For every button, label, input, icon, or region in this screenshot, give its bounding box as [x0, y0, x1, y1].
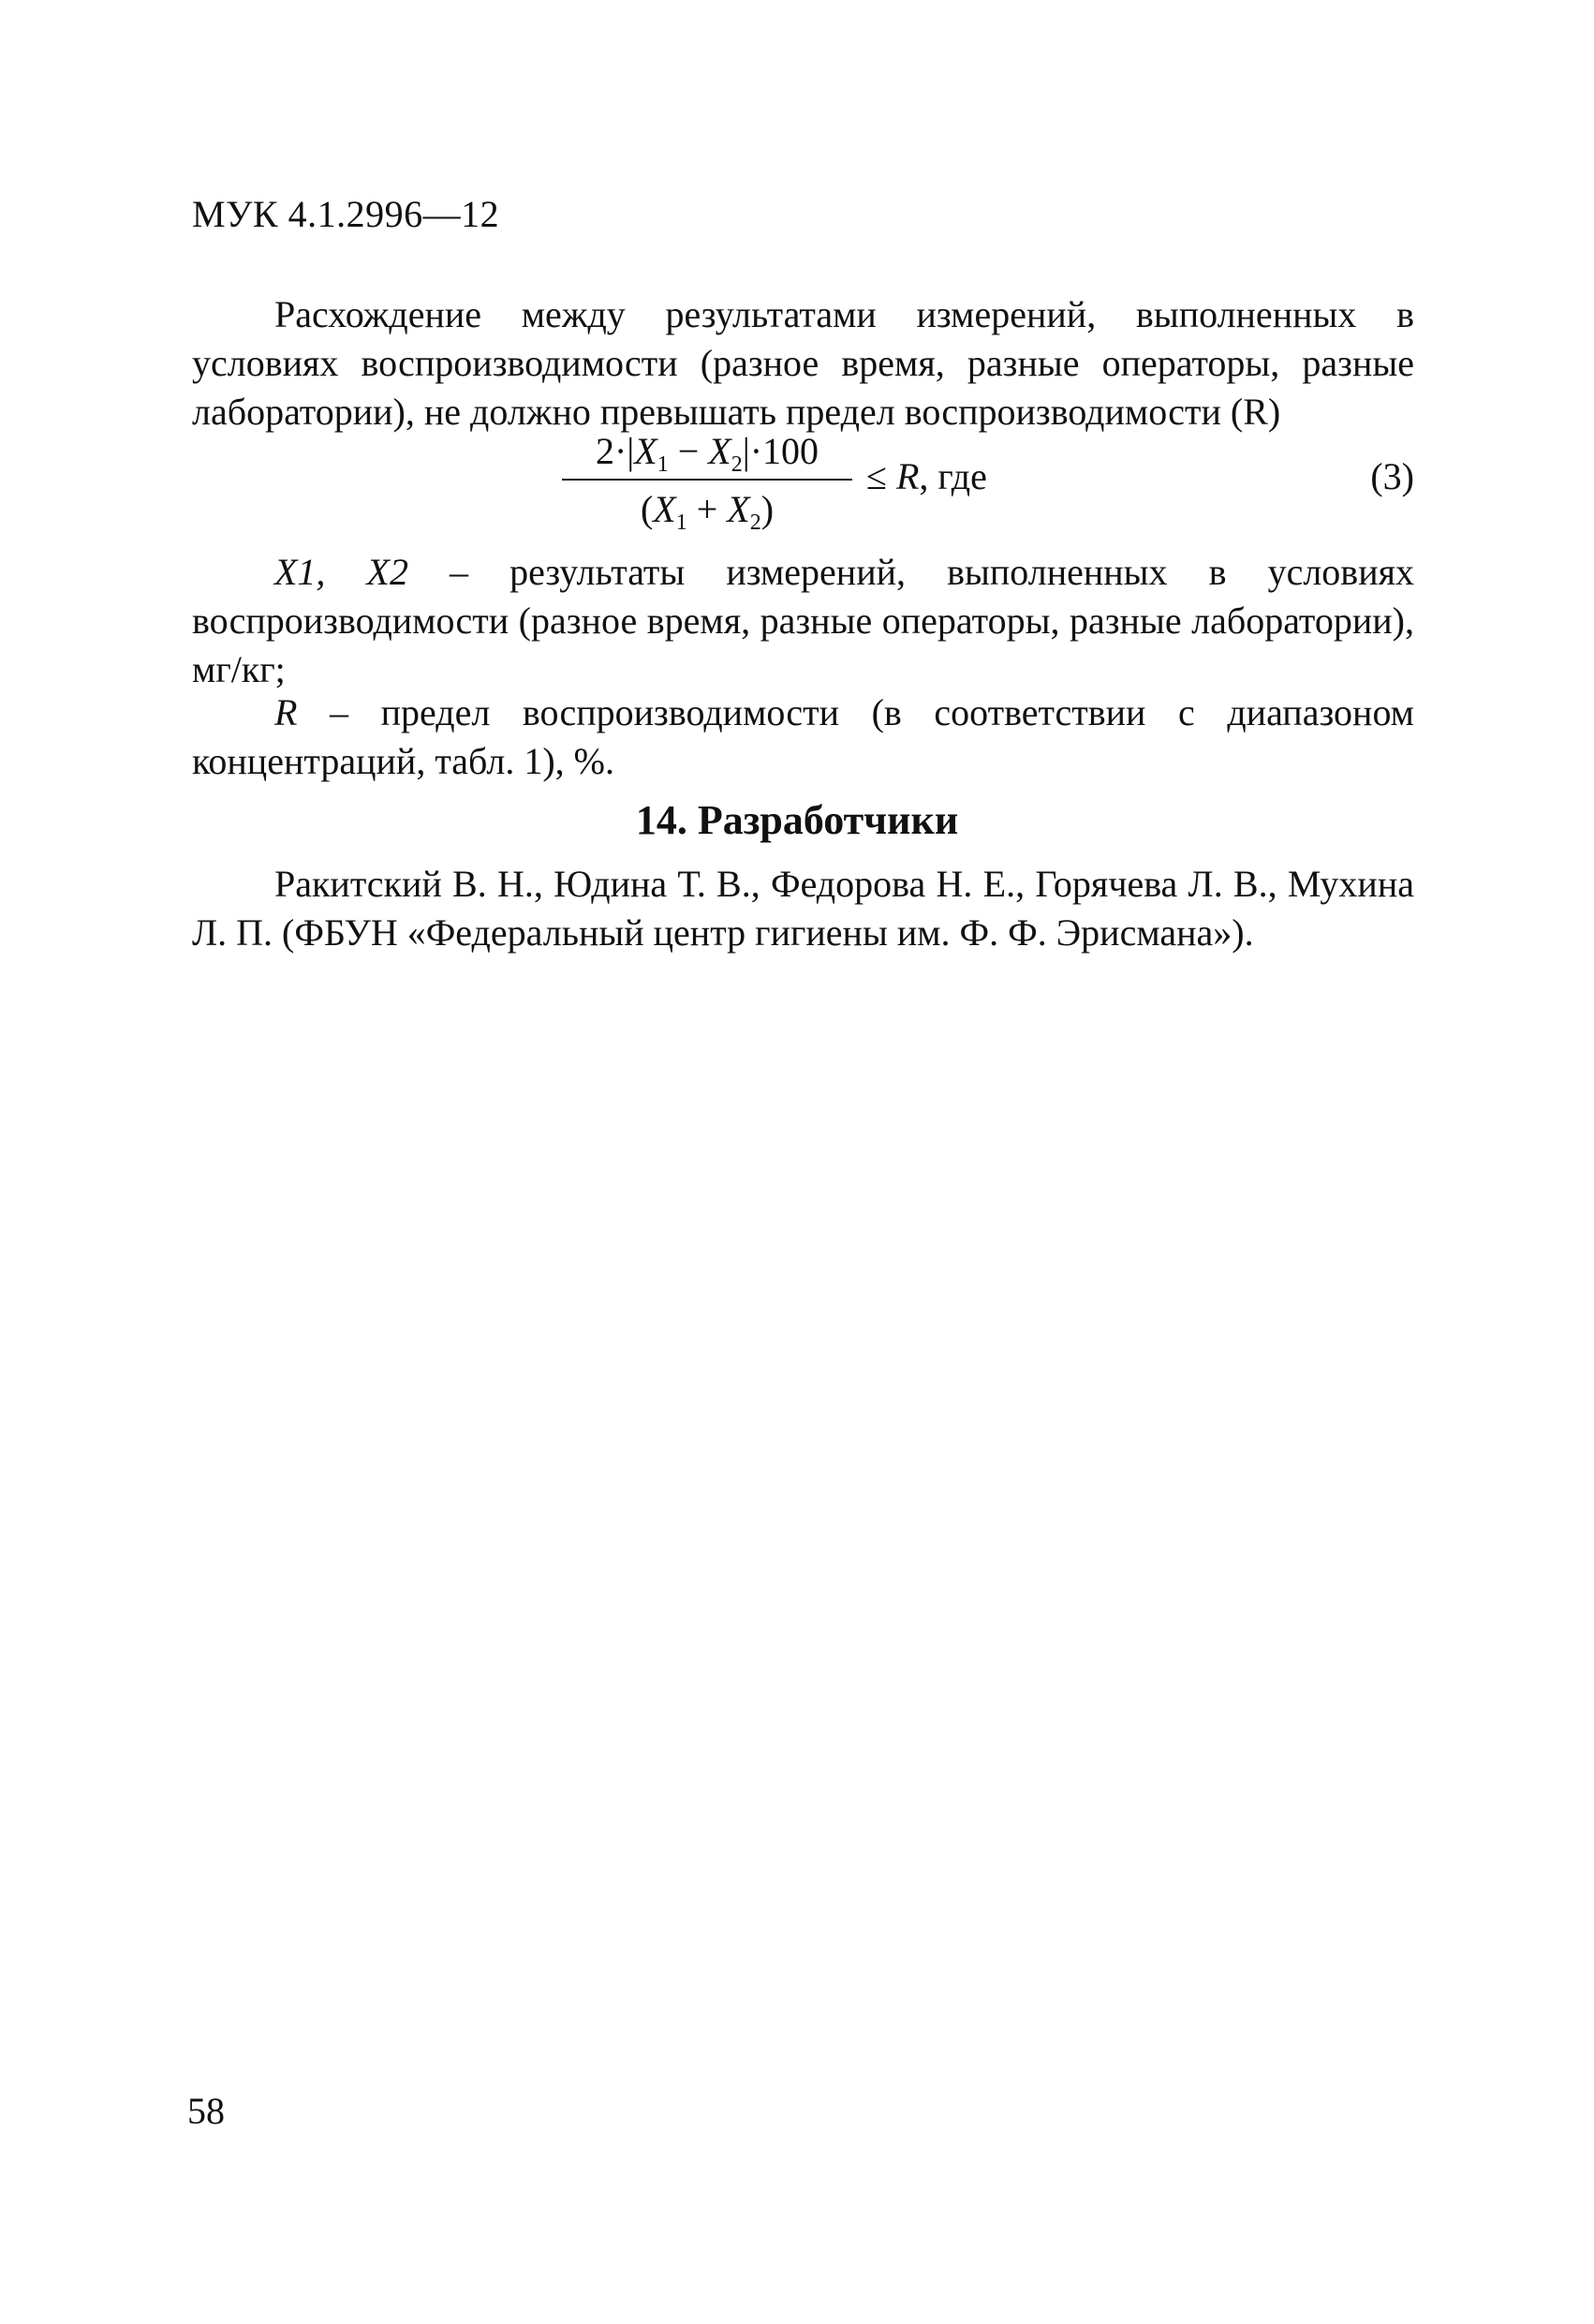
formula-where: , где: [919, 455, 987, 497]
sub-2: 2: [731, 452, 743, 477]
den-sub-2: 2: [749, 511, 761, 535]
authors-text: Ракитский В. Н., Юдина Т. В., Федорова Н. Е., Горячева Л. В., Мухина Л. П. (ФБУН «Федеральный центр гигиены им. Ф. Ф. Эрисмана»).: [192, 863, 1414, 954]
paragraph-x-definition: [192, 548, 1414, 694]
paragraph-text: – предел воспроизводимости (в соответствии с диапазоном концентраций, табл. 1), %.: [192, 691, 1414, 782]
document-code-header: МУК 4.1.2996—12: [192, 193, 500, 235]
formula-relation: [866, 454, 987, 498]
den-close: ): [760, 488, 775, 530]
den-sub-1: 1: [675, 511, 687, 535]
sub-1: 1: [657, 452, 669, 477]
var-r: R: [895, 455, 920, 497]
paragraph-r-definition: [192, 688, 1414, 786]
var-x2: X: [708, 430, 731, 472]
fraction-numerator: [562, 426, 852, 477]
formula-3: [562, 426, 1414, 548]
section-title: 14. Разработчики: [635, 797, 959, 843]
leq-sign: ≤: [866, 455, 896, 497]
r-var: R: [274, 691, 298, 733]
var-x1: X: [634, 430, 657, 472]
equation-number: (3): [1370, 455, 1414, 497]
page-number: 58: [187, 2090, 225, 2132]
den-var-x2: X: [727, 488, 750, 530]
x-vars: X1, X2: [274, 551, 408, 593]
minus-sign: −: [668, 430, 709, 472]
fraction: [562, 426, 852, 535]
fraction-denominator: [562, 484, 852, 535]
plus-sign: +: [686, 488, 728, 530]
paragraph-authors: [192, 860, 1414, 957]
paragraph-reproducibility-intro: [192, 290, 1414, 437]
numerator-prefix: 2·|: [595, 430, 635, 472]
den-var-x1: X: [653, 488, 676, 530]
numerator-suffix: |·100: [742, 430, 819, 472]
paragraph-text: – результаты измерений, выполненных в условиях воспроизводимости (разное время, разные операторы, разные лаборатории), мг/кг;: [192, 551, 1414, 690]
den-open: (: [640, 488, 654, 530]
paragraph-text: Расхождение между результатами измерений, выполненных в условиях воспроизводимости (разное время, разные операторы, разные лаборатории), не должно превышать предел воспроизводимости (R): [192, 293, 1414, 433]
fraction-bar: [562, 479, 852, 481]
